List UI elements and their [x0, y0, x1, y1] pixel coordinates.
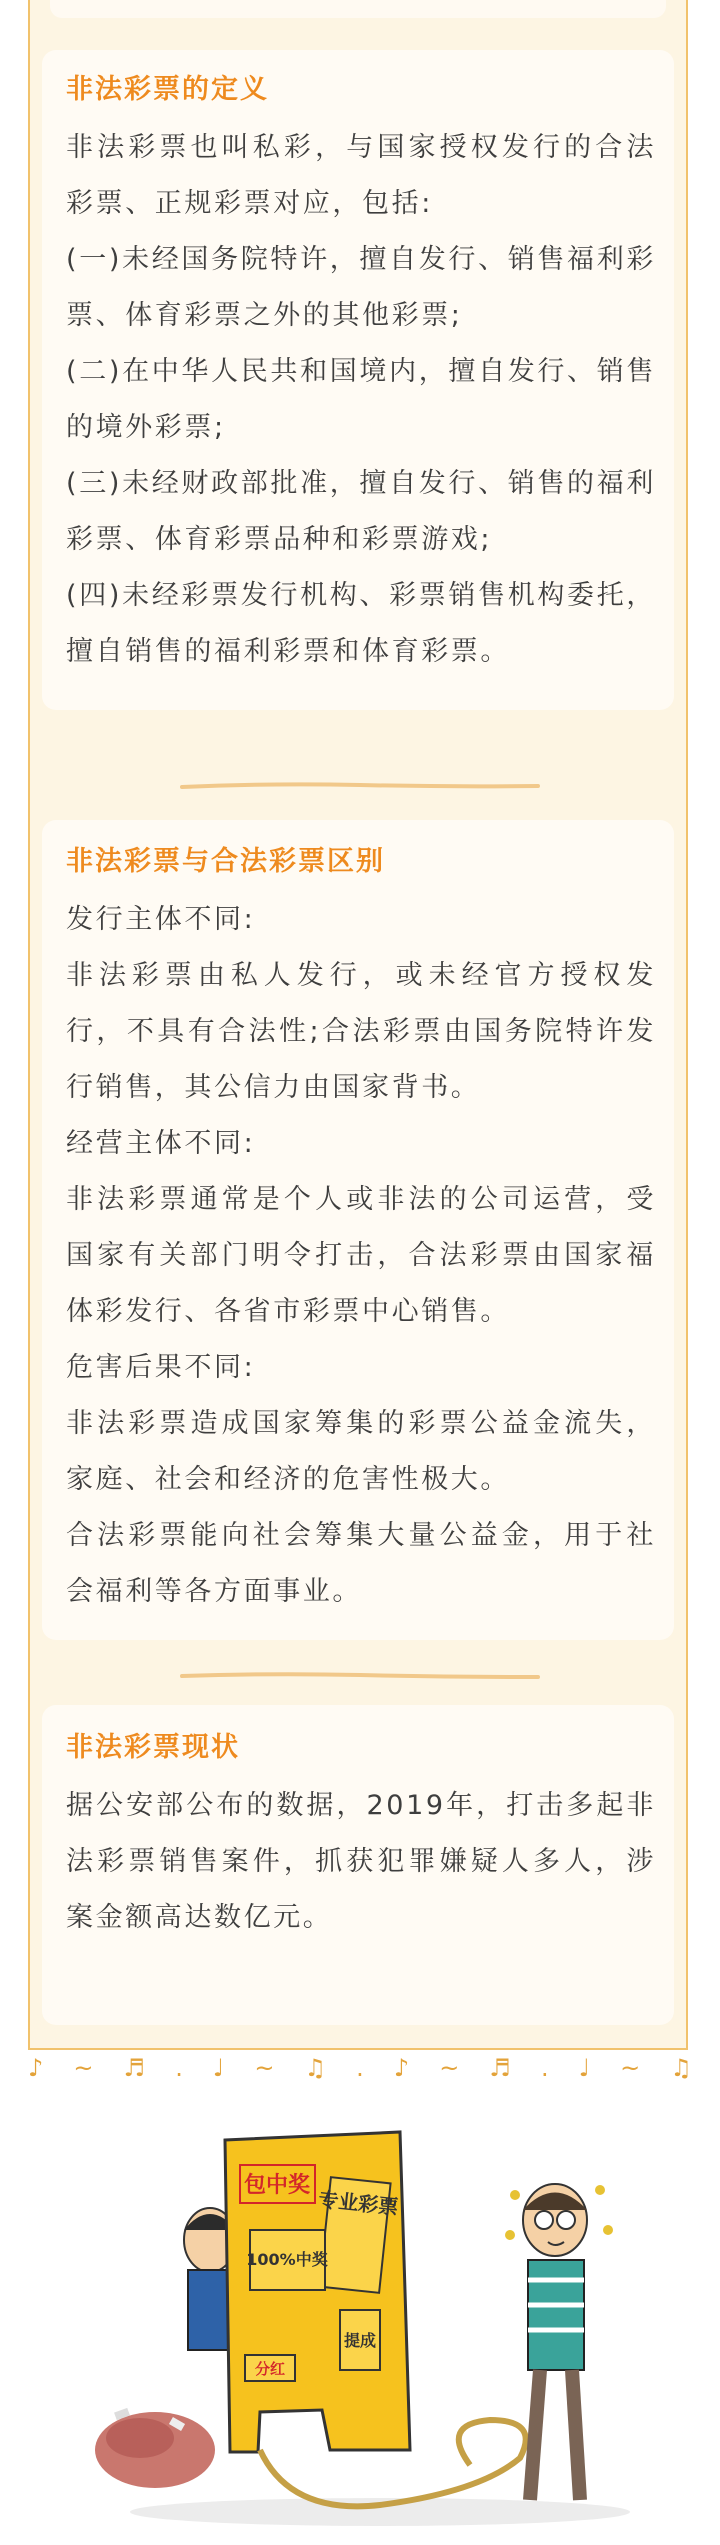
paragraph: 非法彩票也叫私彩，与国家授权发行的合法彩票、正规彩票对应，包括:	[66, 132, 656, 219]
note: .	[356, 2054, 364, 2082]
paragraph: 非法彩票造成国家筹集的彩票公益金流失，家庭、社会和经济的危害性极大。	[66, 1408, 656, 1495]
paragraph: 发行主体不同:	[66, 904, 256, 935]
note: ~	[620, 2054, 641, 2082]
sign-word: 分红	[254, 2360, 286, 2378]
sign-word: 包中奖	[243, 2173, 311, 2198]
paragraph: 经营主体不同:	[66, 1128, 256, 1159]
paragraph: (二)在中华人民共和国境内，擅自发行、销售的境外彩票;	[66, 356, 656, 443]
sign-word: 专业彩票	[317, 2187, 400, 2220]
paragraph: 合法彩票能向社会筹集大量公益金，用于社会福利等各方面事业。	[66, 1520, 656, 1607]
note: ♩	[212, 2054, 225, 2082]
section-difference	[66, 842, 656, 1620]
paragraph: (一)未经国务院特许，擅自发行、销售福利彩票、体育彩票之外的其他彩票;	[66, 244, 656, 331]
section-status	[66, 1728, 656, 1946]
section-title: 非法彩票与合法彩票区别	[66, 846, 385, 877]
note: ♬	[123, 2054, 146, 2082]
note: ♫	[670, 2054, 692, 2082]
lottery-sign	[225, 2132, 410, 2452]
paragraph: 危害后果不同:	[66, 1352, 256, 1383]
note: ~	[254, 2054, 275, 2082]
sign-word: 提成	[343, 2331, 377, 2350]
note: ♩	[578, 2054, 591, 2082]
paragraph: 据公安部公布的数据，2019年，打击多起非法彩票销售案件，抓获犯罪嫌疑人多人，涉案金额高达数亿元。	[66, 1790, 656, 1933]
brush-divider	[180, 782, 540, 790]
section-title: 非法彩票的定义	[66, 74, 269, 105]
paragraph: (四)未经彩票发行机构、彩票销售机构委托，擅自销售的福利彩票和体育彩票。	[66, 580, 656, 667]
note: ♬	[489, 2054, 511, 2082]
paragraph: 非法彩票通常是个人或非法的公司运营，受国家有关部门明令打击，合法彩票由国家福体彩发行、各省市彩票中心销售。	[66, 1184, 656, 1327]
note: ♫	[304, 2054, 327, 2082]
note: ~	[439, 2054, 460, 2082]
note: ♪	[28, 2054, 44, 2082]
sign-word: 100%中奖	[246, 2250, 328, 2269]
section-title: 非法彩票现状	[66, 1732, 240, 1763]
note: ~	[73, 2054, 94, 2082]
music-notes-decoration	[28, 2048, 692, 2088]
paragraph: (三)未经财政部批准，擅自发行、销售的福利彩票、体育彩票品种和彩票游戏;	[66, 468, 656, 555]
note: .	[175, 2054, 183, 2082]
illegal-lottery-cartoon	[60, 2120, 660, 2535]
paragraph: 非法彩票由私人发行，或未经官方授权发行，不具有合法性;合法彩票由国务院特许发行销售，其公信力由国家背书。	[66, 960, 656, 1103]
brush-divider	[180, 1672, 540, 1680]
note: .	[541, 2054, 549, 2082]
section-definition	[66, 70, 656, 680]
note: ♪	[393, 2054, 410, 2082]
debris-pile	[95, 2408, 215, 2488]
top-card-edge	[50, 0, 666, 18]
